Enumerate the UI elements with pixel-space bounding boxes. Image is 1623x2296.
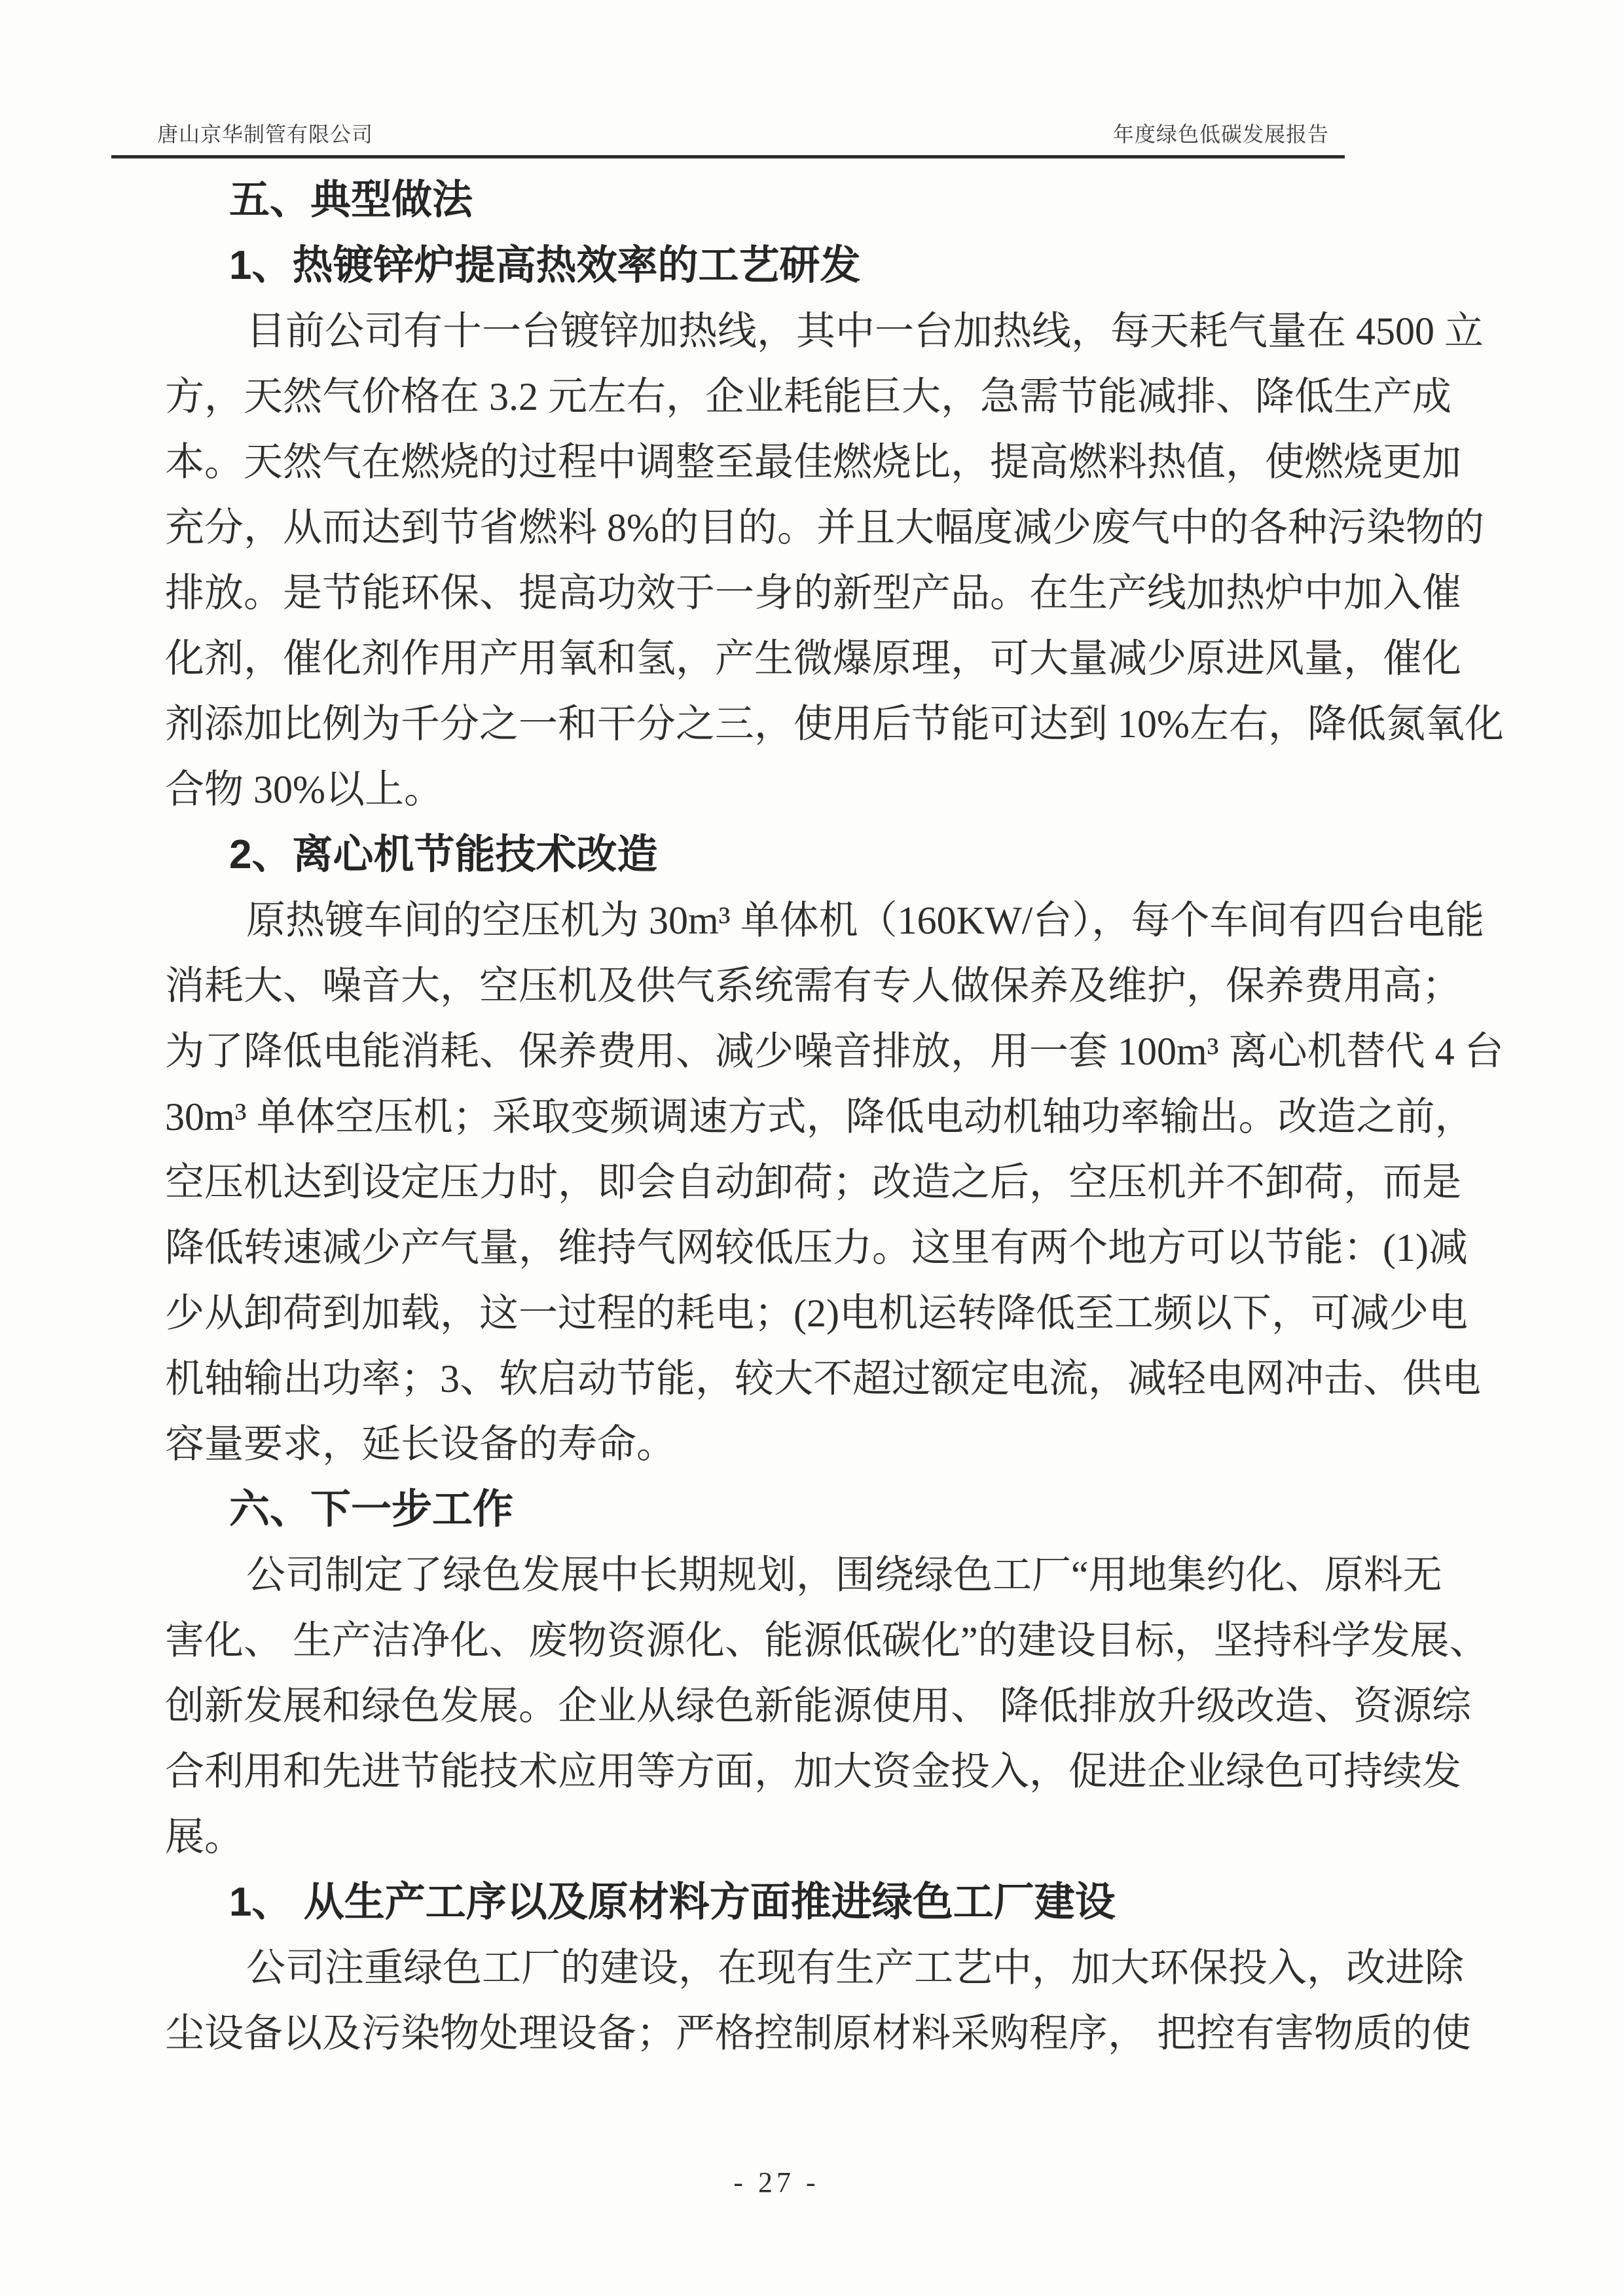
heading-line: 六、下一步工作 [229, 1487, 514, 1532]
header-divider [111, 155, 1345, 158]
text-line: 本。天然气在燃烧的过程中调整至最佳燃烧比，提高燃料热值，使燃烧更加 [165, 441, 1461, 484]
text-line: 消耗大、噪音大，空压机及供气系统需有专人做保养及维护，保养费用高； [165, 964, 1461, 1008]
header-company-name: 唐山京华制管有限公司 [157, 122, 374, 146]
text-line: 30m³ 单体空压机；采取变频调速方式，降低电动机轴功率输出。改造之前， [165, 1095, 1474, 1139]
text-line: 方，天然气价格在 3.2 元左右，企业耗能巨大，急需节能减排、降低生产成 [165, 375, 1451, 418]
text-line: 展。 [165, 1815, 244, 1859]
text-line: 公司注重绿色工厂的建设，在现有生产工艺中，加大环保投入，改进除 [246, 1946, 1464, 1990]
text-line: 创新发展和绿色发展。企业从绿色新能源使用、 降低排放升级改造、资源综 [165, 1685, 1471, 1728]
text-line: 降低转速减少产气量，维持气网较低压力。这里有两个地方可以节能：(1)减 [165, 1226, 1468, 1269]
header-report-title: 年度绿色低碳发展报告 [1113, 122, 1330, 146]
text-line: 为了降低电能消耗、保养费用、减少噪音排放，用一套 100m³ 离心机替代 4 台 [165, 1030, 1504, 1073]
text-line: 公司制定了绿色发展中长期规划，围绕绿色工厂“用地集约化、原料无 [246, 1554, 1442, 1597]
text-line: 化剂，催化剂作用产用氧和氢，产生微爆原理，可大量减少原进风量，催化 [165, 637, 1461, 680]
text-line: 合物 30%以上。 [165, 768, 443, 811]
text-line: 剂添加比例为千分之一和干分之三，使用后节能可达到 10%左右，降低氮氧化 [165, 702, 1504, 746]
text-line: 合利用和先进节能技术应用等方面，加大资金投入，促进企业绿色可持续发 [165, 1750, 1461, 1793]
text-line: 目前公司有十一台镀锌加热线，其中一台加热线，每天耗气量在 4500 立 [246, 310, 1484, 353]
document-body [165, 168, 1504, 2066]
text-line: 排放。是节能环保、提高功效于一身的新型产品。在生产线加热炉中加入催 [165, 572, 1461, 615]
text-line: 害化、 生产洁净化、废物资源化、能源低碳化”的建设目标，坚持科学发展、 [165, 1619, 1489, 1662]
text-line: 充分，从而达到节省燃料 8%的目的。并且大幅度减少废气中的各种污染物的 [165, 506, 1484, 549]
page-footer [165, 2166, 1388, 2199]
heading-line: 1、 从生产工序以及原材料方面推进绿色工厂建设 [229, 1880, 1116, 1925]
text-line: 尘设备以及污染物处理设备；严格控制原材料采购程序， 把控有害物质的使 [165, 2012, 1471, 2055]
text-line: 机轴输出功率；3、软启动节能，较大不超过额定电流，减轻电网冲击、供电 [165, 1357, 1481, 1400]
heading-line: 2、离心机节能技术改造 [229, 832, 658, 877]
heading-line: 五、典型做法 [229, 177, 473, 223]
heading-line: 1、热镀锌炉提高热效率的工艺研发 [229, 243, 861, 288]
text-line: 容量要求，延长设备的寿命。 [165, 1423, 676, 1466]
text-line: 原热镀车间的空压机为 30m³ 单体机（160KW/台），每个车间有四台电能 [246, 899, 1485, 942]
text-line: 少从卸荷到加载，这一过程的耗电；(2)电机运转降低至工频以下，可减少电 [165, 1292, 1468, 1335]
page-number: - 27 - [733, 2166, 820, 2198]
text-line: 空压机达到设定压力时，即会自动卸荷；改造之后，空压机并不卸荷，而是 [165, 1161, 1461, 1204]
